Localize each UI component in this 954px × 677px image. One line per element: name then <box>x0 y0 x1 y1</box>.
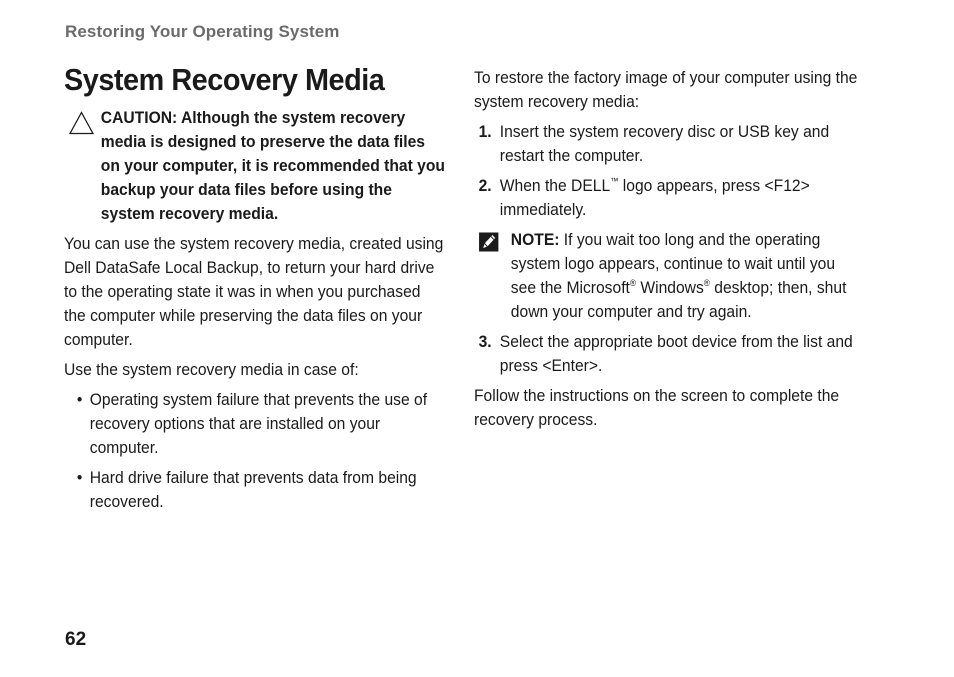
step-text: Insert the system recovery disc or USB key and restart the computer. <box>499 122 830 165</box>
bullet-glyph: • <box>76 468 83 487</box>
step-number: 2. <box>478 176 492 195</box>
bullet-glyph: • <box>76 390 83 409</box>
step-number: 1. <box>478 122 492 141</box>
step-text <box>500 176 810 219</box>
step-2 <box>474 174 860 222</box>
use-case-list <box>64 388 446 514</box>
use-case-lead: Use the system recovery media in case of: <box>64 360 359 379</box>
page-title: System Recovery Media <box>64 62 385 97</box>
note-text-part: desktop; then, shut down your computer and try again. <box>510 278 847 321</box>
caution-notice <box>64 106 446 226</box>
intro-paragraph: You can use the system recovery media, created using Dell DataSafe Local Backup, to return your hard drive to the operating state it was in when you purchased the computer while preserving the data files on your computer. <box>64 234 444 349</box>
list-item-text: Hard drive failure that prevents data from being recovered. <box>89 468 417 511</box>
trademark-symbol: ™ <box>610 176 619 186</box>
left-column <box>64 106 446 520</box>
page-number: 62 <box>65 629 87 650</box>
registered-symbol: ® <box>629 278 637 288</box>
step-text-part: When the DELL <box>499 176 611 195</box>
step-3 <box>474 330 860 378</box>
closing-paragraph: Follow the instructions on the screen to complete the recovery process. <box>474 386 840 429</box>
caution-text: CAUTION: Although the system recovery media is designed to preserve the data files on your computer, it is recommended that you backup your data files before using the system recovery media. <box>100 108 445 223</box>
note-label: NOTE: <box>510 230 560 249</box>
right-column <box>474 66 860 438</box>
note-callout <box>474 228 860 324</box>
warning-triangle-icon <box>69 111 95 135</box>
step-text: Select the appropriate boot device from the list and press <Enter>. <box>499 332 853 375</box>
running-header: Restoring Your Operating System <box>65 22 340 41</box>
restore-steps-continued <box>474 330 860 378</box>
step-text-part: logo appears, press <F12> immediately. <box>499 176 810 219</box>
note-text-part: Windows <box>636 278 704 297</box>
list-item <box>64 466 446 514</box>
step-number: 3. <box>478 332 492 351</box>
step-1 <box>474 120 860 168</box>
list-item <box>64 388 446 460</box>
list-item-text: Operating system failure that prevents the use of recovery options that are installed on your computer. <box>89 390 428 457</box>
note-text <box>511 228 861 324</box>
note-text-part: If you wait too long and the operating system logo appears, continue to wait until you see the Microsoft <box>510 230 836 297</box>
registered-symbol: ® <box>703 278 710 288</box>
restore-steps <box>474 120 860 222</box>
pencil-note-icon <box>479 232 499 252</box>
restore-lead: To restore the factory image of your computer using the system recovery media: <box>474 68 858 111</box>
